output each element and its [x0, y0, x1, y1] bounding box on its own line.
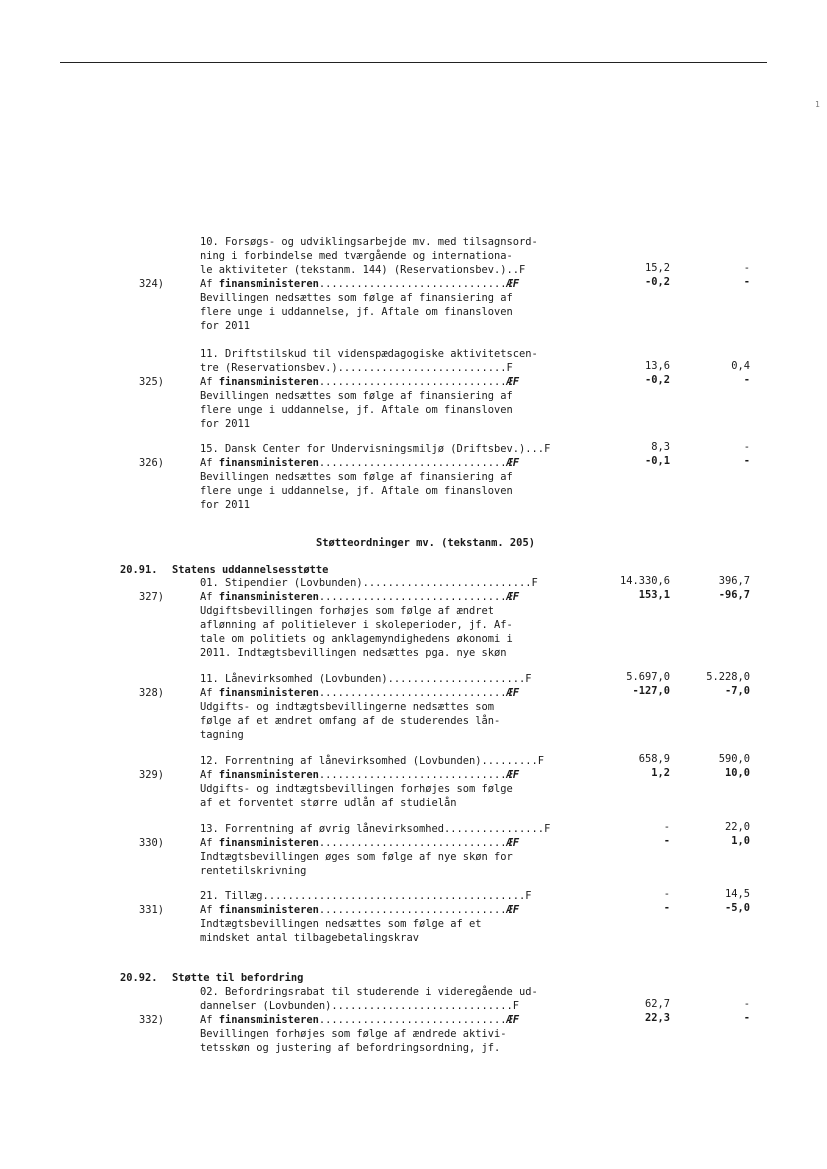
minister-line: Af finansministeren..............................ÆF: [200, 769, 520, 781]
f-value-1: 5.697,0: [626, 671, 670, 683]
ef-value-1: -127,0: [632, 685, 670, 697]
minister-line: Af finansministeren..............................ÆF: [200, 457, 520, 469]
item-line: 21. Tillæg..........................................F: [200, 890, 532, 902]
minister-line: Af finansministeren..............................ÆF: [200, 687, 520, 699]
item-line: Bevillingen nedsættes som følge af finansiering af: [200, 471, 513, 483]
ef-value-1: 153,1: [638, 589, 670, 601]
ef-value-1: 22,3: [644, 1012, 670, 1024]
minister-line: Af finansministeren..............................ÆF: [200, 376, 520, 388]
item-line: tale om politiets og anklagemyndighedens økonomi i: [200, 633, 513, 645]
reference-number: 328): [138, 687, 164, 699]
item-line: for 2011: [200, 320, 251, 332]
item-line: for 2011: [200, 418, 251, 430]
minister-line: Af finansministeren..............................ÆF: [200, 837, 520, 849]
item-line: for 2011: [200, 499, 251, 511]
ef-value-2: -: [743, 455, 750, 467]
item-line: ning i forbindelse med tværgående og internationa-: [200, 250, 513, 262]
f-value-1: 15,2: [644, 262, 670, 274]
item-line: flere unge i uddannelse, jf. Aftale om finansloven: [200, 306, 513, 318]
ef-value-1: -: [663, 835, 670, 847]
section-title: Støtte til befordring: [172, 972, 304, 984]
ef-value-2: -: [743, 1012, 750, 1024]
reference-number: 330): [138, 837, 164, 849]
item-line: 02. Befordringsrabat til studerende i videregående ud-: [200, 986, 538, 998]
f-value-1: -: [663, 888, 670, 900]
item-line: 12. Forrentning af lånevirksomhed (Lovbunden).........F: [200, 755, 545, 767]
f-value-2: -: [743, 262, 750, 274]
item-line: mindsket antal tilbagebetalingskrav: [200, 932, 419, 944]
ef-value-2: -: [743, 276, 750, 288]
f-value-1: -: [663, 821, 670, 833]
item-line: Udgifts- og indtægtsbevillingen forhøjes som følge: [200, 783, 513, 795]
item-line: 2011. Indtægtsbevillingen nedsættes pga. nye skøn: [200, 647, 507, 659]
item-line: Bevillingen forhøjes som følge af ændrede aktivi-: [200, 1028, 507, 1040]
reference-number: 325): [138, 376, 164, 388]
item-line: Bevillingen nedsættes som følge af finansiering af: [200, 390, 513, 402]
ef-value-2: -96,7: [718, 589, 750, 601]
item-line: Bevillingen nedsættes som følge af finansiering af: [200, 292, 513, 304]
ef-value-1: -: [663, 902, 670, 914]
minister-line: Af finansministeren..............................ÆF: [200, 904, 520, 916]
page-mark: 1: [815, 100, 820, 109]
item-line: 11. Lånevirksomhed (Lovbunden)......................F: [200, 673, 532, 685]
minister-line: Af finansministeren..............................ÆF: [200, 591, 520, 603]
item-line: rentetilskrivning: [200, 865, 307, 877]
item-line: Udgifts- og indtægtsbevillingerne nedsættes som: [200, 701, 495, 713]
f-value-2: 0,4: [731, 360, 750, 372]
ef-value-2: -7,0: [724, 685, 750, 697]
reference-number: 331): [138, 904, 164, 916]
f-value-2: 5.228,0: [706, 671, 750, 683]
item-line: Indtægtsbevillingen nedsættes som følge af et: [200, 918, 482, 930]
item-line: af et forventet større udlån af studielån: [200, 797, 457, 809]
item-line: tetsskøn og justering af befordringsordning, jf.: [200, 1042, 501, 1054]
f-value-2: 590,0: [718, 753, 750, 765]
item-line: flere unge i uddannelse, jf. Aftale om finansloven: [200, 485, 513, 497]
f-value-2: 22,0: [724, 821, 750, 833]
header-rule: [60, 62, 767, 63]
item-line: Indtægtsbevillingen øges som følge af nye skøn for: [200, 851, 513, 863]
reference-number: 329): [138, 769, 164, 781]
item-line: tagning: [200, 729, 244, 741]
ef-value-1: -0,2: [644, 374, 670, 386]
item-line: le aktiviteter (tekstanm. 144) (Reservationsbev.)..F: [200, 264, 526, 276]
f-value-2: -: [743, 441, 750, 453]
minister-line: Af finansministeren..............................ÆF: [200, 278, 520, 290]
reference-number: 326): [138, 457, 164, 469]
f-value-2: 396,7: [718, 575, 750, 587]
f-value-2: 14,5: [724, 888, 750, 900]
ef-value-1: -0,1: [644, 455, 670, 467]
section-code: 20.92.: [120, 972, 158, 984]
item-line: flere unge i uddannelse, jf. Aftale om finansloven: [200, 404, 513, 416]
reference-number: 324): [138, 278, 164, 290]
item-line: dannelser (Lovbunden).............................F: [200, 1000, 520, 1012]
ef-value-2: 1,0: [731, 835, 750, 847]
f-value-1: 658,9: [638, 753, 670, 765]
ef-value-2: -: [743, 374, 750, 386]
f-value-1: 13,6: [644, 360, 670, 372]
minister-line: Af finansministeren..............................ÆF: [200, 1014, 520, 1026]
ef-value-2: 10,0: [724, 767, 750, 779]
f-value-1: 62,7: [644, 998, 670, 1010]
item-line: 13. Forrentning af øvrig lånevirksomhed................F: [200, 823, 551, 835]
f-value-1: 8,3: [651, 441, 670, 453]
section-title: Statens uddannelsesstøtte: [172, 564, 329, 576]
ef-value-2: -5,0: [724, 902, 750, 914]
item-line: tre (Reservationsbev.)...........................F: [200, 362, 513, 374]
section-code: 20.91.: [120, 564, 158, 576]
item-line: 11. Driftstilskud til videnspædagogiske aktivitetscen-: [200, 348, 538, 360]
reference-number: 327): [138, 591, 164, 603]
item-line: 01. Stipendier (Lovbunden)...........................F: [200, 577, 538, 589]
section-heading: Støtteordninger mv. (tekstanm. 205): [316, 537, 535, 549]
f-value-2: -: [743, 998, 750, 1010]
ef-value-1: 1,2: [651, 767, 670, 779]
item-line: følge af et ændret omfang af de studerendes lån-: [200, 715, 501, 727]
item-line: aflønning af politielever i skoleperioder, jf. Af-: [200, 619, 513, 631]
item-line: 10. Forsøgs- og udviklingsarbejde mv. med tilsagnsord-: [200, 236, 538, 248]
f-value-1: 14.330,6: [619, 575, 670, 587]
item-line: 15. Dansk Center for Undervisningsmiljø (Driftsbev.)...F: [200, 443, 551, 455]
reference-number: 332): [138, 1014, 164, 1026]
ef-value-1: -0,2: [644, 276, 670, 288]
item-line: Udgiftsbevillingen forhøjes som følge af ændret: [200, 605, 495, 617]
